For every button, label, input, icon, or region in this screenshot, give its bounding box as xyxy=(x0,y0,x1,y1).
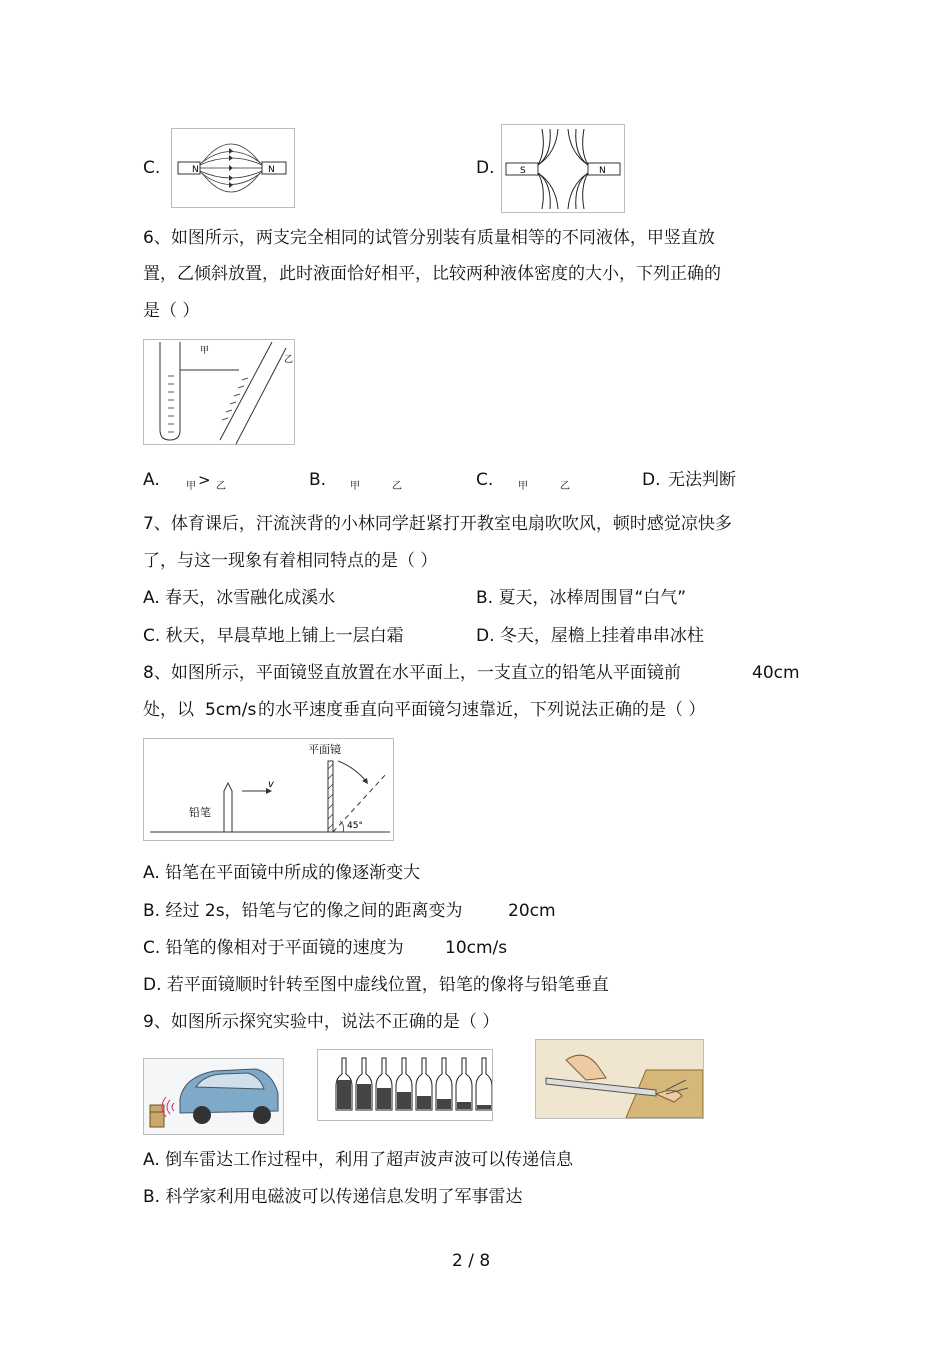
q7-option-b: B. 夏天，冰棒周围冒“白气” xyxy=(476,588,687,608)
question-7-line-2: 了，与这一现象有着相同特点的是（ ） xyxy=(143,551,438,571)
q8-option-c: C. 铅笔的像相对于平面镜的速度为 xyxy=(143,938,404,958)
test-tube-figure xyxy=(143,339,295,445)
question-6-line-2: 置，乙倾斜放置，此时液面恰好相平，比较两种液体密度的大小，下列正确的 xyxy=(143,264,721,284)
q6-option-a-sub2: 乙 xyxy=(216,481,226,492)
q7-option-d: D. 冬天，屋檐上挂着串串冰柱 xyxy=(476,626,704,646)
q7-option-c: C. 秋天，早晨草地上铺上一层白霜 xyxy=(143,626,404,646)
bottles-figure xyxy=(317,1049,493,1121)
q6-option-d-label: D. xyxy=(642,470,661,490)
question-8-line-1: 8、如图所示，平面镜竖直放置在水平面上，一支直立的铅笔从平面镜前 xyxy=(143,663,681,683)
q6-option-c-label: C. xyxy=(476,470,494,490)
magnet-n-label-right: N xyxy=(268,165,275,175)
q8-option-b: B. 经过 2s，铅笔与它的像之间的距离变为 xyxy=(143,901,463,921)
question-6-line-3: 是（ ） xyxy=(143,301,200,321)
question-8-line-2a: 处，以 xyxy=(143,700,194,720)
reversing-radar-car-figure xyxy=(143,1058,284,1135)
tube-jia-label: 甲 xyxy=(200,346,210,356)
q6-option-c-sub1: 甲 xyxy=(518,481,528,492)
magnet-s-label: S xyxy=(520,166,526,176)
q8-option-b-value: 20cm xyxy=(508,901,556,921)
mirror-label: 平面镜 xyxy=(308,743,341,756)
q9-option-b: B. 科学家利用电磁波可以传递信息发明了军事雷达 xyxy=(143,1187,523,1207)
q6-option-a-gt: > xyxy=(198,471,211,489)
q6-option-a-label: A. xyxy=(143,470,160,490)
q8-option-a: A. 铅笔在平面镜中所成的像逐渐变大 xyxy=(143,863,421,883)
ruler-vibration-figure xyxy=(535,1039,704,1119)
q6-option-b-sub1: 甲 xyxy=(350,481,360,492)
page-number: 2 / 8 xyxy=(452,1251,491,1271)
mirror-pencil-figure xyxy=(143,738,394,841)
q6-option-b-label: B. xyxy=(309,470,327,490)
q8-option-d: D. 若平面镜顺时针转至图中虚线位置，铅笔的像将与铅笔垂直 xyxy=(143,975,609,995)
magnetic-field-figure-d xyxy=(501,124,625,213)
q6-option-b-sub2: 乙 xyxy=(392,481,402,492)
question-9-line-1: 9、如图所示探究实验中，说法不正确的是（ ） xyxy=(143,1012,500,1032)
q8-option-c-value: 10cm/s xyxy=(445,938,508,958)
question-8-line-2c: 的水平速度垂直向平面镜匀速靠近，下列说法正确的是（ ） xyxy=(258,700,706,720)
velocity-label: v xyxy=(268,779,274,790)
question-8-speed: 5cm/s xyxy=(205,700,257,720)
tube-yi-label: 乙 xyxy=(284,355,294,365)
magnetic-field-figure-c xyxy=(171,128,295,208)
q7-option-a: A. 春天，冰雪融化成溪水 xyxy=(143,588,336,608)
angle-label: 45° xyxy=(347,821,363,831)
q6-option-d-text: 无法判断 xyxy=(668,470,736,490)
magnet-n-label-left: N xyxy=(192,165,199,175)
question-6-line-1: 6、如图所示，两支完全相同的试管分别装有质量相等的不同液体，甲竖直放 xyxy=(143,228,715,248)
magnet-n-label: N xyxy=(599,166,606,176)
question-8-distance: 40cm xyxy=(752,663,800,683)
q6-option-a-sub1: 甲 xyxy=(186,481,196,492)
question-7-line-1: 7、体育课后，汗流浃背的小林同学赶紧打开教室电扇吹吹风，顿时感觉凉快多 xyxy=(143,514,732,534)
q6-option-c-sub2: 乙 xyxy=(560,481,570,492)
option-d-label: D. xyxy=(476,158,495,178)
pencil-label: 铅笔 xyxy=(189,806,211,819)
q9-option-a: A. 倒车雷达工作过程中，利用了超声波声波可以传递信息 xyxy=(143,1150,574,1170)
option-c-label: C. xyxy=(143,158,161,178)
